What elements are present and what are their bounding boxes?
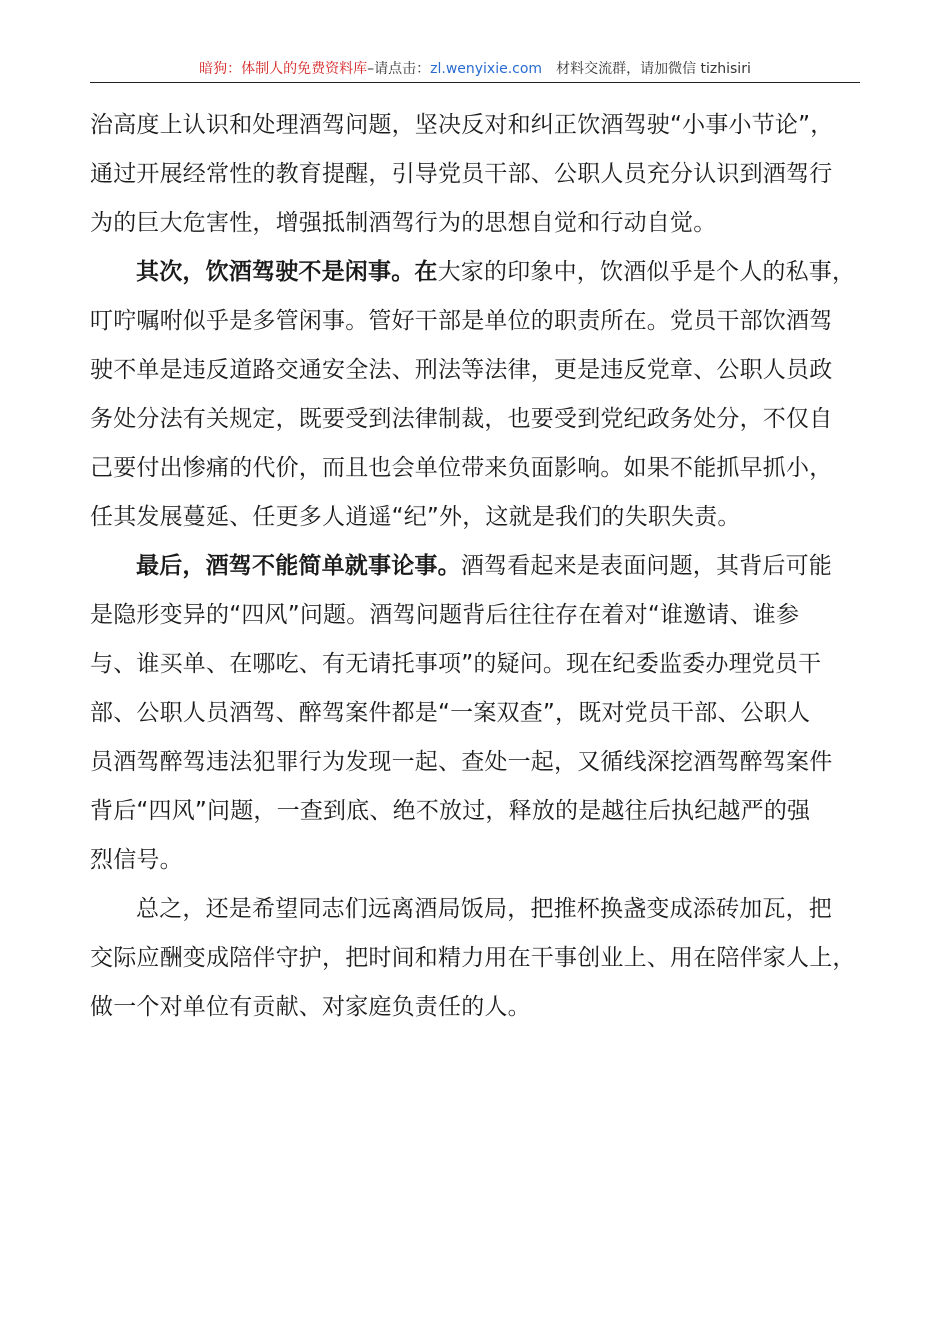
text-line: 任其发展蔓延、任更多人逍遥“纪”外，这就是我们的失职失责。 xyxy=(90,504,741,530)
text-line: 为的巨大危害性，增强抵制酒驾行为的思想自觉和行动自觉。 xyxy=(90,210,717,236)
header-wechat-note: 材料交流群，请加微信 tizhisiri xyxy=(556,61,751,77)
text-line: 治高度上认识和处理酒驾问题，坚决反对和纠正饮酒驾驶“小事小节论”， xyxy=(90,112,834,138)
text-span: 大家的印象中，饮酒似乎是个人的私事， xyxy=(437,259,856,285)
text-line: 驶不单是违反道路交通安全法、刑法等法律，更是违反党章、公职人员政 xyxy=(90,357,833,383)
header-link[interactable]: zl.wenyixie.com xyxy=(430,61,543,77)
paragraph-heading: 最后，酒驾不能简单就事论事。 xyxy=(136,553,461,579)
text-line: 叮咛嘱咐似乎是多管闲事。管好干部是单位的职责所在。党员干部饮酒驾 xyxy=(90,308,833,334)
text-line: 通过开展经常性的教育提醒，引导党员干部、公职人员充分认识到酒驾行 xyxy=(90,161,833,187)
text-line: 员酒驾醉驾违法犯罪行为发现一起、查处一起，又循线深挖酒驾醉驾案件 xyxy=(90,749,833,775)
text-line: 烈信号。 xyxy=(90,847,183,873)
paragraph-heading: 其次，饮酒驾驶不是闲事。在 xyxy=(136,259,438,285)
document-body xyxy=(90,101,862,1032)
page-header xyxy=(90,58,860,83)
text-line: 是隐形变异的“四风”问题。酒驾问题背后往往存在着对“谁邀请、谁参 xyxy=(90,602,800,628)
text-line: 做一个对单位有贡献、对家庭负责任的人。 xyxy=(90,994,531,1020)
text-line: 务处分法有关规定，既要受到法律制裁，也要受到党纪政务处分，不仅自 xyxy=(90,406,833,432)
paragraph-first-line xyxy=(90,542,862,591)
text-line: 己要付出惨痛的代价，而且也会单位带来负面影响。如果不能抓早抓小， xyxy=(90,455,833,481)
text-line: 部、公职人员酒驾、醉驾案件都是“一案双查”，既对党员干部、公职人 xyxy=(90,700,811,726)
text-line: 背后“四风”问题，一查到底、绝不放过，释放的是越往后执纪越严的强 xyxy=(90,798,811,824)
text-span: 酒驾看起来是表面问题，其背后可能 xyxy=(460,553,833,579)
paragraph-first-line xyxy=(90,248,862,297)
text-line: 交际应酬变成陪伴守护，把时间和精力用在干事创业上、用在陪伴家人上， xyxy=(90,945,856,971)
text-line: 与、谁买单、在哪吃、有无请托事项”的疑问。现在纪委监委办理党员干 xyxy=(90,651,822,677)
paragraph-first-line: 总之，还是希望同志们远离酒局饭局，把推杯换盏变成添砖加瓦，把 xyxy=(136,896,832,922)
header-prompt: –请点击： xyxy=(367,61,431,77)
header-brand: 暗狗：体制人的免费资料库 xyxy=(199,61,368,77)
